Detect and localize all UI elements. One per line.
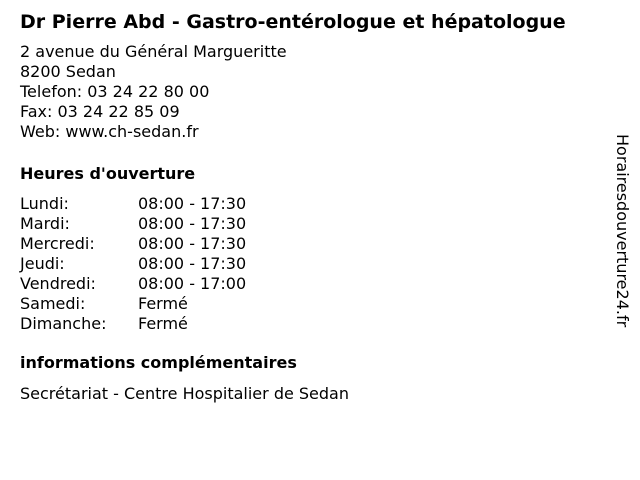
day-label: Dimanche: [20,314,107,333]
day-label: Vendredi: [20,274,96,293]
day-hours: Fermé [138,314,188,333]
hours-row-wednesday [20,234,246,254]
day-label: Lundi: [20,194,69,213]
hours-row-thursday [20,254,246,274]
day-label: Samedi: [20,294,86,313]
day-label: Mardi: [20,214,70,233]
site-watermark-label: Horairesdouverture24.fr [613,134,632,328]
opening-hours-table [20,194,246,334]
day-hours: 08:00 - 17:30 [138,214,247,233]
day-label: Mercredi: [20,234,95,253]
hours-row-saturday [20,294,246,314]
hours-row-sunday [20,314,246,334]
day-hours: 08:00 - 17:30 [138,234,247,253]
address-city: 8200 Sedan [20,62,116,81]
website-link[interactable]: Web: www.ch-sedan.fr [20,122,199,141]
day-hours: 08:00 - 17:30 [138,194,247,213]
day-hours: 08:00 - 17:30 [138,254,247,273]
day-hours: Fermé [138,294,188,313]
hours-row-friday [20,274,246,294]
contact-block [20,42,287,142]
address-street: 2 avenue du Général Margueritte [20,42,287,61]
opening-hours-heading: Heures d'ouverture [20,164,196,183]
fax-number: Fax: 03 24 22 85 09 [20,102,180,121]
day-hours: 08:00 - 17:00 [138,274,247,293]
phone-number: Telefon: 03 24 22 80 00 [20,82,210,101]
hours-row-tuesday [20,214,246,234]
hours-row-monday [20,194,246,214]
page-title: Dr Pierre Abd - Gastro-entérologue et hépatologue [20,11,566,33]
day-label: Jeudi: [20,254,65,273]
additional-info-text: Secrétariat - Centre Hospitalier de Sedan [20,384,349,403]
additional-info-heading: informations complémentaires [20,353,297,372]
